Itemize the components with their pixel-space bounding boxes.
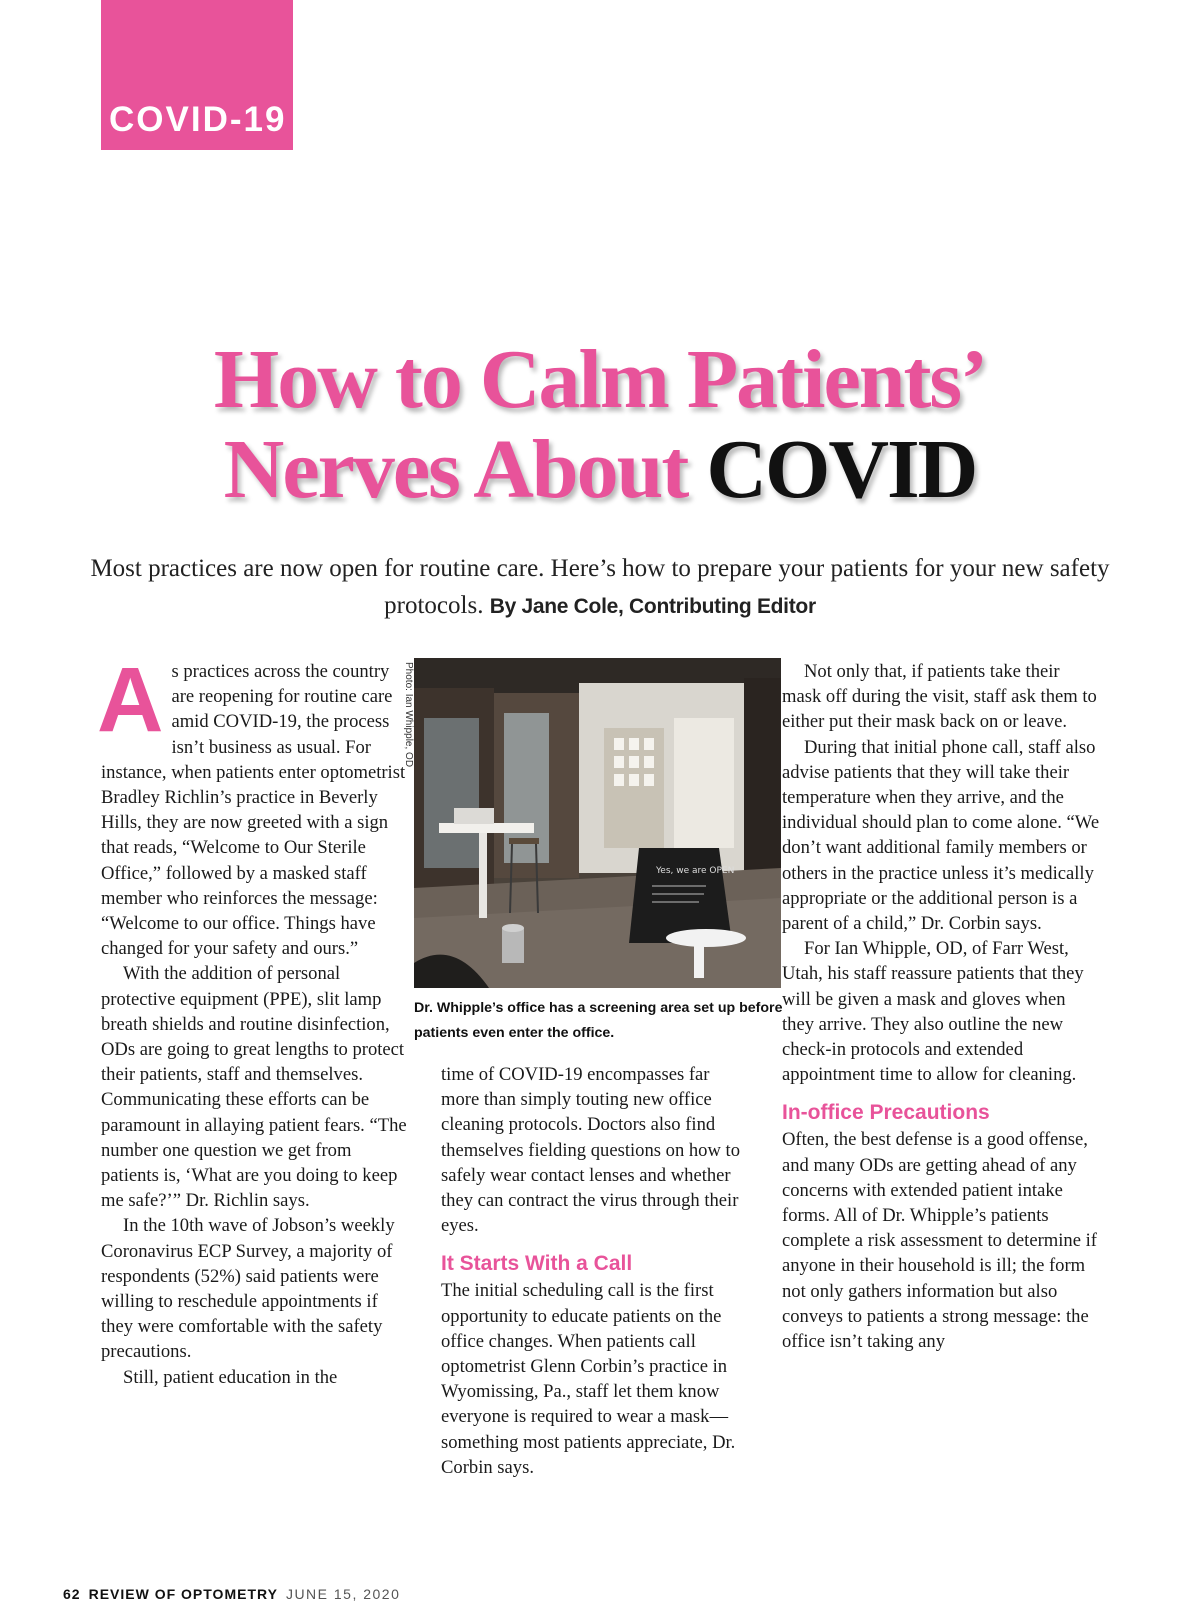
photo-caption: Dr. Whipple’s office has a screening area set up before patients even enter the office. <box>414 1000 783 1041</box>
magazine-name: REVIEW OF OPTOMETRY <box>88 1586 278 1602</box>
paragraph-1-text: s practices across the country are reopening for routine care amid COVID-19, the process isn’t business as usual. For instance, when patients enter optometrist Bradley Richlin’s practice in Beverly Hills, they are now greeted with a sign that reads, “Welcome to Our Sterile Office,” followed by a masked staff member who reinforces the message: “Welcome to our office. Things have changed for your safety and ours.” <box>101 661 406 960</box>
deck <box>80 550 1120 625</box>
office-photo-illustration <box>414 658 781 988</box>
section-tag <box>101 0 293 150</box>
headline-line2-dark: COVID <box>706 423 977 516</box>
deck-text: Most practices are now open for routine care. Here’s how to prepare your patients for your new safety protocols. <box>90 555 1110 619</box>
page-number: 62 <box>63 1586 81 1602</box>
page-folio <box>63 1586 400 1602</box>
paragraph-10: Often, the best defense is a good offense, and many ODs are getting ahead of any concerns with extended patient intake forms. All of Dr. Whipple’s patients complete a risk assessment to determine if anyone in their household is ill; the form not only gathers information but also conveys to patients a strong message: the office isn’t taking any <box>782 1129 1097 1353</box>
headline-line2-pink: Nerves About <box>223 423 707 516</box>
byline: By Jane Cole, Contributing Editor <box>489 595 816 618</box>
section-tag-label: COVID-19 <box>109 100 287 139</box>
issue-date: JUNE 15, 2020 <box>285 1586 401 1602</box>
subhead-starts-with-call: It Starts With a Call <box>441 1252 633 1276</box>
article-column-2 <box>441 1062 751 1480</box>
subhead-in-office-precautions: In-office Precautions <box>782 1101 990 1125</box>
office-photo <box>414 658 781 988</box>
photo-credit-text: Photo: Ian Whipple, OD <box>403 662 414 768</box>
article-column-3 <box>782 659 1100 1354</box>
sign-text: Yes, we are OPEN <box>656 866 735 876</box>
paragraph-7: Not only that, if patients take their mask off during the visit, staff ask them to either put their mask back on or leave. <box>782 661 1097 733</box>
paragraph-6: The initial scheduling call is the first opportunity to educate patients on the office changes. When patients call optometrist Glenn Corbin’s practice in Wyomissing, Pa., staff let them know everyone is required to wear a mask—something most patients appreciate, Dr. Corbin says. <box>441 1280 736 1478</box>
headline <box>0 335 1200 515</box>
paragraph-1 <box>97 649 411 961</box>
article-column-1 <box>97 649 411 1390</box>
paragraph-4: Still, patient education in the <box>123 1366 338 1388</box>
paragraph-9: For Ian Whipple, OD, of Farr West, Utah, his staff reassure patients that they will be given a mask and gloves when they arrive. They also outline the new check-in protocols and extended appointment time to allow for cleaning. <box>782 938 1084 1086</box>
paragraph-2: With the addition of personal protective equipment (PPE), slit lamp breath shields and routine disinfection, ODs are going to great lengths to protect their patients, staff and themselves. Communicating these efforts can be paramount in allaying patient fears. “The number one question we get from patients is, ‘What are you doing to keep me safe?’” Dr. Richlin says. <box>101 963 407 1212</box>
paragraph-5: time of COVID-19 encompasses far more than simply touting new office cleaning protocols. Doctors also find themselves fielding questions on how to safely wear contact lenses and whether they can contract the virus through their eyes. <box>441 1064 741 1237</box>
photo-credit <box>402 662 414 772</box>
drop-cap: A <box>97 649 164 751</box>
headline-line1: How to Calm Patients’ <box>213 333 987 426</box>
paragraph-3: In the 10th wave of Jobson’s weekly Coronavirus ECP Survey, a majority of respondents (52%) said patients were willing to reschedule appointments if they were comfortable with the safety precautions. <box>101 1215 395 1363</box>
paragraph-8: During that initial phone call, staff also advise patients that they will take their temperature when they arrive, and the individual should plan to come alone. “We don’t want additional family members or others in the practice unless it’s medically appropriate or the additional person is a parent of a child,” Dr. Corbin says. <box>782 736 1100 935</box>
